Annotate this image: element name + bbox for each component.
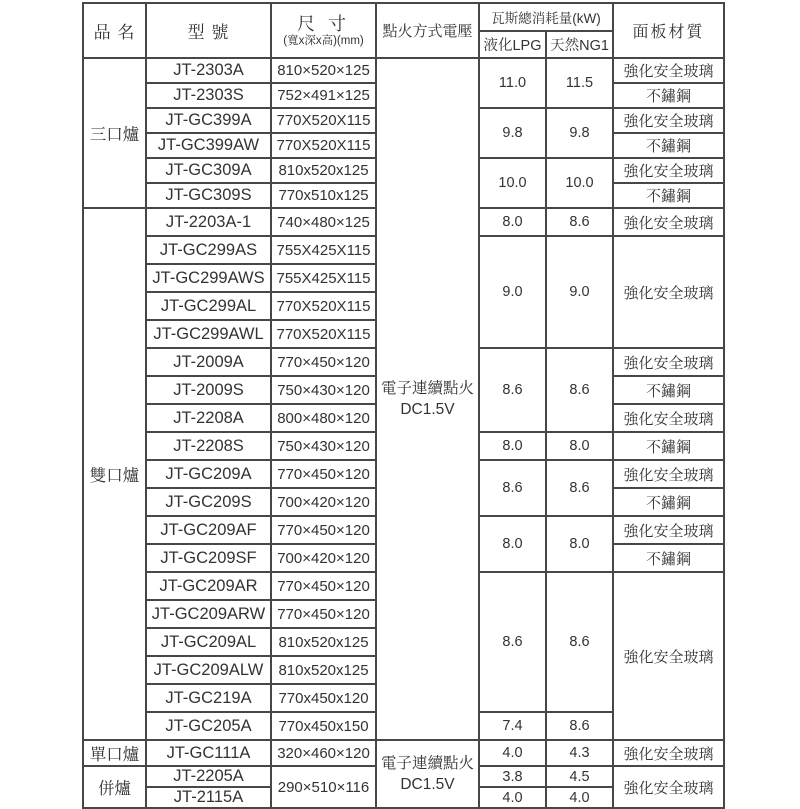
panel-material-cell: 不鏽鋼 [613, 432, 724, 460]
panel-material-cell: 強化安全玻璃 [613, 58, 724, 83]
lpg-value-cell: 9.8 [479, 108, 546, 158]
panel-material-cell: 不鏽鋼 [613, 544, 724, 572]
panel-material-cell: 強化安全玻璃 [613, 348, 724, 376]
size-header-line-0: 尺 寸 [296, 14, 350, 34]
model-cell: JT-GC219A [146, 684, 271, 712]
size-cell: 752×491×125 [271, 83, 376, 108]
ng-value-cell: 8.6 [546, 460, 613, 516]
size-cell: 750×430×120 [271, 376, 376, 404]
size-cell: 810x520x125 [271, 628, 376, 656]
model-cell: JT-GC111A [146, 740, 271, 766]
ignition-cell-line-0: 電子連續點火 [380, 755, 474, 772]
gas-stove-spec-table [82, 2, 725, 809]
ng-value-cell: 4.3 [546, 740, 613, 766]
size-cell: 770x450x120 [271, 684, 376, 712]
model-cell: JT-GC209AF [146, 516, 271, 544]
size-header-line-1: (寬x深x高)(mm) [283, 35, 364, 47]
size-cell: 700×420×120 [271, 544, 376, 572]
size-cell: 700×420×120 [271, 488, 376, 516]
size-cell: 770X520X115 [271, 292, 376, 320]
table-row [83, 740, 724, 766]
table-row [83, 58, 724, 83]
ignition-cell [376, 740, 479, 808]
ignition-cell-line-0: 電子連續點火 [380, 380, 474, 397]
model-cell: JT-2009S [146, 376, 271, 404]
lpg-value-cell: 9.0 [479, 236, 546, 348]
model-cell: JT-GC205A [146, 712, 271, 740]
product-category-cell: 雙口爐 [83, 208, 146, 740]
gas-consumption-header: 瓦斯總消耗量(kW) [479, 3, 613, 31]
size-cell: 770X520X115 [271, 320, 376, 348]
ng-value-cell: 10.0 [546, 158, 613, 208]
ignition-cell-line-1: DC1.5V [400, 401, 455, 418]
size-cell: 810x520x125 [271, 656, 376, 684]
ng-value-cell: 4.5 [546, 766, 613, 787]
lpg-header: 液化LPG [479, 31, 546, 58]
panel-material-cell: 強化安全玻璃 [613, 460, 724, 488]
panel-material-cell: 不鏽鋼 [613, 376, 724, 404]
model-cell: JT-GC299AL [146, 292, 271, 320]
ignition-cell-line-1: DC1.5V [400, 776, 455, 793]
lpg-value-cell: 10.0 [479, 158, 546, 208]
panel-material-cell: 不鏽鋼 [613, 183, 724, 208]
model-cell: JT-2303S [146, 83, 271, 108]
lpg-value-cell: 4.0 [479, 787, 546, 808]
panel-material-cell: 強化安全玻璃 [613, 766, 724, 808]
model-cell: JT-2303A [146, 58, 271, 83]
model-cell: JT-GC299AWL [146, 320, 271, 348]
panel-material-cell: 不鏽鋼 [613, 488, 724, 516]
panel-material-cell: 強化安全玻璃 [613, 236, 724, 348]
size-cell: 770X520X115 [271, 108, 376, 133]
ignition-cell [376, 58, 479, 740]
model-cell: JT-GC399A [146, 108, 271, 133]
product-category-cell: 單口爐 [83, 740, 146, 766]
ng-value-cell: 9.8 [546, 108, 613, 158]
size-cell: 770×450×120 [271, 516, 376, 544]
lpg-value-cell: 7.4 [479, 712, 546, 740]
model-cell: JT-2205A [146, 766, 271, 787]
model-cell: JT-2208A [146, 404, 271, 432]
table-header [83, 3, 724, 58]
size-cell: 320×460×120 [271, 740, 376, 766]
ng-value-cell: 8.6 [546, 572, 613, 712]
model-cell: JT-GC299AWS [146, 264, 271, 292]
ng-value-cell: 4.0 [546, 787, 613, 808]
model-cell: JT-GC399AW [146, 133, 271, 158]
product-category-cell: 併爐 [83, 766, 146, 808]
model-cell: JT-GC209AL [146, 628, 271, 656]
panel-material-cell: 不鏽鋼 [613, 83, 724, 108]
size-cell: 755X425X115 [271, 236, 376, 264]
panel-material-cell: 不鏽鋼 [613, 133, 724, 158]
ignition-header: 點火方式電壓 [376, 3, 479, 58]
ng-value-cell: 8.0 [546, 432, 613, 460]
panel-material-cell: 強化安全玻璃 [613, 740, 724, 766]
model-cell: JT-2009A [146, 348, 271, 376]
size-cell: 770X520X115 [271, 133, 376, 158]
lpg-value-cell: 3.8 [479, 766, 546, 787]
table-body [83, 58, 724, 808]
model-cell: JT-GC309A [146, 158, 271, 183]
lpg-value-cell: 8.6 [479, 348, 546, 432]
panel-material-cell: 強化安全玻璃 [613, 572, 724, 740]
model-cell: JT-GC209AR [146, 572, 271, 600]
lpg-value-cell: 11.0 [479, 58, 546, 108]
size-cell: 770×450×120 [271, 460, 376, 488]
model-cell: JT-GC209S [146, 488, 271, 516]
model-cell: JT-GC209ALW [146, 656, 271, 684]
panel-material-cell: 強化安全玻璃 [613, 208, 724, 236]
panel-material-cell: 強化安全玻璃 [613, 404, 724, 432]
model-cell: JT-GC209ARW [146, 600, 271, 628]
model-cell: JT-GC299AS [146, 236, 271, 264]
panel-material-cell: 強化安全玻璃 [613, 108, 724, 133]
ng-value-cell: 9.0 [546, 236, 613, 348]
ng-header: 天然NG1 [546, 31, 613, 58]
product-category-cell: 三口爐 [83, 58, 146, 208]
ng-value-cell: 11.5 [546, 58, 613, 108]
size-cell: 770×450×120 [271, 348, 376, 376]
model-cell: JT-2203A-1 [146, 208, 271, 236]
size-cell: 770×450×120 [271, 572, 376, 600]
panel-material-header: 面板材質 [613, 3, 724, 58]
ng-value-cell: 8.0 [546, 516, 613, 572]
size-cell: 740×480×125 [271, 208, 376, 236]
size-cell: 770×450×120 [271, 600, 376, 628]
lpg-value-cell: 8.6 [479, 460, 546, 516]
size-header [271, 3, 376, 58]
model-cell: JT-GC209SF [146, 544, 271, 572]
size-cell: 755X425X115 [271, 264, 376, 292]
table-row [83, 3, 724, 31]
lpg-value-cell: 4.0 [479, 740, 546, 766]
model-cell: JT-GC209A [146, 460, 271, 488]
ng-value-cell: 8.6 [546, 348, 613, 432]
ng-value-cell: 8.6 [546, 712, 613, 740]
lpg-value-cell: 8.0 [479, 432, 546, 460]
panel-material-cell: 強化安全玻璃 [613, 516, 724, 544]
size-cell: 810×520×125 [271, 58, 376, 83]
lpg-value-cell: 8.6 [479, 572, 546, 712]
lpg-value-cell: 8.0 [479, 208, 546, 236]
size-cell: 770x510x125 [271, 183, 376, 208]
model-cell: JT-2115A [146, 787, 271, 808]
size-cell: 800×480×120 [271, 404, 376, 432]
panel-material-cell: 強化安全玻璃 [613, 158, 724, 183]
model-cell: JT-GC309S [146, 183, 271, 208]
ng-value-cell: 8.6 [546, 208, 613, 236]
model-header: 型 號 [146, 3, 271, 58]
size-cell: 750×430×120 [271, 432, 376, 460]
lpg-value-cell: 8.0 [479, 516, 546, 572]
product-name-header: 品 名 [83, 3, 146, 58]
model-cell: JT-2208S [146, 432, 271, 460]
size-cell: 770x450x150 [271, 712, 376, 740]
size-cell: 810x520x125 [271, 158, 376, 183]
size-cell: 290×510×116 [271, 766, 376, 808]
